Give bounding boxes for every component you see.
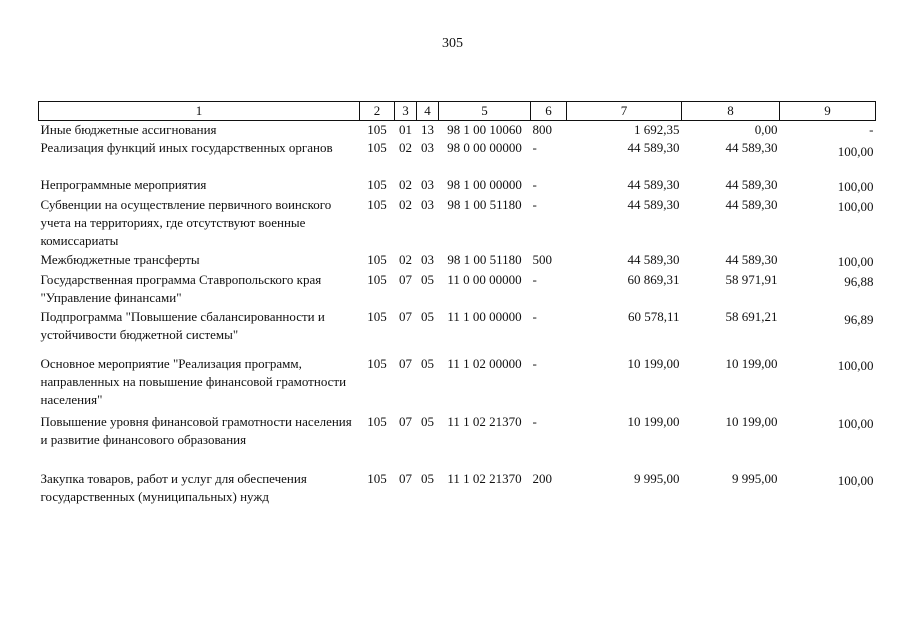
cell-section: 07 <box>399 414 412 429</box>
column-header: 5 <box>439 102 531 121</box>
cell-target: 98 1 00 51180 <box>447 252 522 267</box>
cell-target: 98 1 00 10060 <box>447 122 522 137</box>
cell-plan: 44 589,30 <box>627 252 680 267</box>
cell-ved: 105 <box>367 122 387 137</box>
cell-expense-type: - <box>532 356 537 371</box>
cell-percent: 96,88 <box>844 274 874 289</box>
cell-plan: 9 995,00 <box>634 471 680 486</box>
cell-actual: 44 589,30 <box>725 177 778 192</box>
row-name: Повышение уровня финансовой грамотности населения и развитие финансового образования <box>40 414 352 447</box>
table-row <box>39 355 876 413</box>
column-header: 6 <box>531 102 567 121</box>
cell-percent: 100,00 <box>837 144 874 159</box>
cell-plan: 60 578,11 <box>627 309 680 324</box>
cell-plan: 1 692,35 <box>634 122 680 137</box>
cell-expense-type: - <box>532 272 537 287</box>
row-name: Подпрограмма "Повышение сбалансированности и устойчивости бюджетной системы" <box>40 309 325 342</box>
cell-expense-type: - <box>532 140 537 155</box>
cell-target: 11 1 00 00000 <box>447 309 522 324</box>
cell-ved: 105 <box>367 414 387 429</box>
cell-subsection: 03 <box>421 177 434 192</box>
cell-plan: 44 589,30 <box>627 197 680 212</box>
row-name: Закупка товаров, работ и услуг для обеспечения государственных (муниципальных) нужд <box>40 471 307 504</box>
cell-ved: 105 <box>367 252 387 267</box>
cell-percent: 100,00 <box>837 199 874 214</box>
cell-expense-type: - <box>532 309 537 324</box>
cell-subsection: 03 <box>421 197 434 212</box>
cell-target: 98 1 00 00000 <box>447 177 522 192</box>
table-row <box>39 139 876 176</box>
cell-actual: 58 971,91 <box>725 272 778 287</box>
cell-ved: 105 <box>367 197 387 212</box>
cell-expense-type: - <box>532 414 537 429</box>
cell-ved: 105 <box>367 356 387 371</box>
column-header: 2 <box>360 102 395 121</box>
row-name: Реализация функций иных государственных органов <box>40 140 333 155</box>
cell-ved: 105 <box>367 309 387 324</box>
cell-section: 07 <box>399 471 412 486</box>
cell-percent: 100,00 <box>837 179 874 194</box>
cell-section: 07 <box>399 356 412 371</box>
cell-section: 07 <box>399 272 412 287</box>
cell-actual: 58 691,21 <box>725 309 778 324</box>
page-number: 305 <box>442 36 463 51</box>
table-row <box>39 251 876 271</box>
cell-expense-type: 500 <box>532 252 552 267</box>
cell-section: 02 <box>399 140 412 155</box>
cell-subsection: 05 <box>421 471 434 486</box>
cell-section: 02 <box>399 197 412 212</box>
cell-target: 11 1 02 00000 <box>447 356 522 371</box>
column-header: 9 <box>780 102 876 121</box>
table-row <box>39 196 876 251</box>
cell-subsection: 03 <box>421 140 434 155</box>
cell-subsection: 03 <box>421 252 434 267</box>
cell-section: 01 <box>399 122 412 137</box>
cell-ved: 105 <box>367 140 387 155</box>
cell-actual: 44 589,30 <box>725 197 778 212</box>
column-header: 1 <box>39 102 360 121</box>
cell-actual: 44 589,30 <box>725 252 778 267</box>
table-row <box>39 271 876 308</box>
cell-subsection: 05 <box>421 309 434 324</box>
cell-percent: 96,89 <box>844 312 874 327</box>
cell-subsection: 13 <box>421 122 434 137</box>
cell-actual: 9 995,00 <box>732 471 778 486</box>
cell-expense-type: - <box>532 197 537 212</box>
cell-plan: 44 589,30 <box>627 140 680 155</box>
row-name: Основное мероприятие "Реализация программ, направленных на повышение финансовой грамотности населения" <box>40 356 347 407</box>
cell-target: 11 0 00 00000 <box>447 272 522 287</box>
cell-expense-type: - <box>532 177 537 192</box>
cell-actual: 10 199,00 <box>725 356 778 371</box>
cell-plan: 44 589,30 <box>627 177 680 192</box>
cell-ved: 105 <box>367 471 387 486</box>
table-row <box>39 413 876 470</box>
column-header: 7 <box>567 102 682 121</box>
cell-subsection: 05 <box>421 356 434 371</box>
cell-subsection: 05 <box>421 414 434 429</box>
table-row <box>39 308 876 355</box>
column-header: 3 <box>395 102 417 121</box>
cell-percent: 100,00 <box>837 254 874 269</box>
cell-target: 11 1 02 21370 <box>447 471 522 486</box>
cell-subsection: 05 <box>421 272 434 287</box>
cell-target: 98 0 00 00000 <box>447 140 522 155</box>
column-header: 8 <box>682 102 780 121</box>
cell-actual: 10 199,00 <box>725 414 778 429</box>
cell-target: 11 1 02 21370 <box>447 414 522 429</box>
cell-ved: 105 <box>367 272 387 287</box>
row-name: Субвенции на осуществление первичного воинского учета на территориях, где отсутствуют военные комиссариаты <box>40 197 332 248</box>
cell-expense-type: 200 <box>532 471 552 486</box>
table-header-row <box>39 102 876 121</box>
cell-section: 07 <box>399 309 412 324</box>
table-row <box>39 470 876 507</box>
cell-target: 98 1 00 51180 <box>447 197 522 212</box>
cell-actual: 44 589,30 <box>725 140 778 155</box>
table-row <box>39 176 876 196</box>
cell-actual: 0,00 <box>754 122 778 137</box>
cell-expense-type: 800 <box>532 122 552 137</box>
cell-plan: 60 869,31 <box>627 272 680 287</box>
row-name: Государственная программа Ставропольского края "Управление финансами" <box>40 272 322 305</box>
budget-table <box>38 101 876 507</box>
row-name: Иные бюджетные ассигнования <box>40 122 217 137</box>
cell-percent: - <box>869 122 874 137</box>
cell-ved: 105 <box>367 177 387 192</box>
cell-section: 02 <box>399 177 412 192</box>
column-header: 4 <box>417 102 439 121</box>
cell-plan: 10 199,00 <box>627 414 680 429</box>
cell-percent: 100,00 <box>837 473 874 488</box>
row-name: Непрограммные мероприятия <box>40 177 207 192</box>
table-row <box>39 121 876 140</box>
cell-plan: 10 199,00 <box>627 356 680 371</box>
cell-percent: 100,00 <box>837 358 874 373</box>
cell-section: 02 <box>399 252 412 267</box>
cell-percent: 100,00 <box>837 416 874 431</box>
row-name: Межбюджетные трансферты <box>40 252 200 267</box>
